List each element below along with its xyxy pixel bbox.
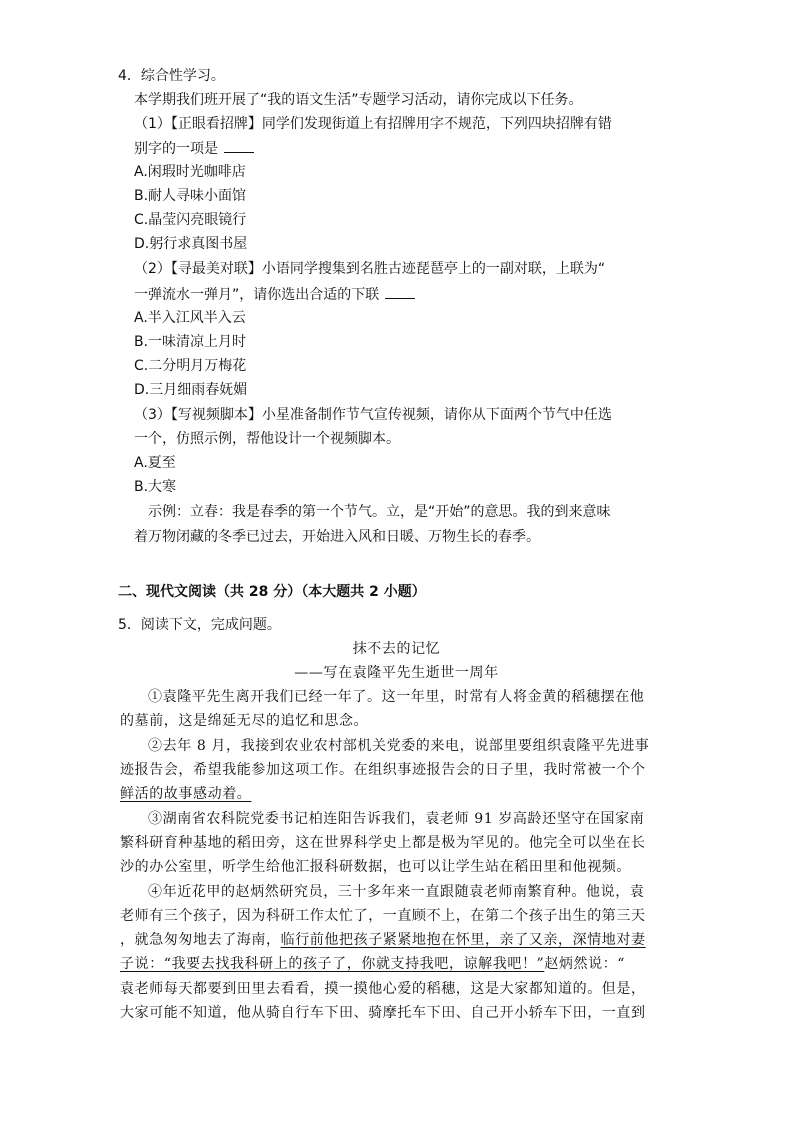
para4-line3 bbox=[120, 930, 646, 950]
q4-part2-line2-text: 一弹流水一弹月”，请你选出合适的下联 bbox=[134, 287, 380, 303]
q4-part3-option-b: B.大寒 bbox=[134, 479, 177, 495]
article-subtitle: ——写在袁隆平先生逝世一周年 bbox=[294, 665, 499, 681]
q4-part1-option-d: D.躬行求真图书屋 bbox=[134, 236, 248, 252]
q4-part3-line1: （3）【写视频脚本】小星准备制作节气宣传视频，请你从下面两个节气中任选 bbox=[134, 407, 612, 423]
para2-line2: 迹报告会，希望我能参加这项工作。在组织事迹报告会的日子里，我时常被一个个 bbox=[120, 762, 646, 778]
article-title: 抹不去的记忆 bbox=[352, 641, 441, 657]
q4-example-line2: 着万物闭藏的冬季已过去，开始进入风和日暖、万物生长的春季。 bbox=[134, 529, 540, 545]
para3-line1: ③湖南省农科院党委书记柏连阳告诉我们，袁老师 91 岁高龄还坚守在国家南 bbox=[148, 811, 645, 827]
para2-line1: ②去年 8 月，我接到农业农村部机关党委的来电，说部里要组织袁隆平先进事 bbox=[148, 738, 650, 754]
q4-part1-line2 bbox=[134, 138, 254, 159]
q4-part1-option-a: A.闲瑕时光咖啡店 bbox=[134, 164, 246, 180]
q4-part3-option-a: A.夏至 bbox=[134, 455, 176, 471]
q4-intro: 本学期我们班开展了“我的语文生活”专题学习活动，请你完成以下任务。 bbox=[134, 92, 583, 108]
para2-line3: 鲜活的故事感动着。 bbox=[120, 786, 252, 802]
q4-part2-line2 bbox=[134, 284, 415, 305]
q5-heading: 5．阅读下文，完成问题。 bbox=[118, 617, 281, 633]
para4-line6: 大家可能不知道，他从骑自行车下田、骑摩托车下田、自己开小轿车下田，一直到 bbox=[120, 1005, 646, 1021]
q4-part1-option-c: C.晶莹闪亮眼镜行 bbox=[134, 212, 247, 228]
q4-part2-option-a: A.半入江风半入云 bbox=[134, 310, 246, 326]
q4-heading: 4．综合性学习。 bbox=[118, 68, 225, 84]
q4-part2-option-c: C.二分明月万梅花 bbox=[134, 358, 247, 374]
answer-blank bbox=[385, 284, 415, 299]
q4-part1-option-b: B.耐人寻味小面馆 bbox=[134, 188, 247, 204]
para4-line3-plain: ，就急匆匆地去了海南， bbox=[120, 932, 281, 948]
q4-part2-line1: （2）【寻最美对联】小语同学搜集到名胜古迹琵琶亭上的一副对联，上联为“ bbox=[134, 261, 606, 277]
para1-line2: 的墓前，这是绵延无尽的追忆和思念。 bbox=[120, 713, 369, 729]
section-title: 二、现代文阅读（共 28 分）（本大题共 2 小题） bbox=[118, 584, 426, 600]
para4-line2: 老师有三个孩子，因为科研工作太忙了，一直顾不上，在第二个孩子出生的第三天 bbox=[120, 908, 646, 924]
q4-part3-line2: 一个，仿照示例，帮他设计一个视频脚本。 bbox=[134, 431, 400, 447]
para4-line1: ④年近花甲的赵炳然研究员，三十多年来一直跟随袁老师南繁育种。他说，袁 bbox=[148, 884, 645, 900]
q4-part1-line1: （1）【正眼看招牌】同学们发现街道上有招牌用字不规范，下列四块招牌有错 bbox=[134, 116, 612, 132]
para1-line1: ①袁隆平先生离开我们已经一年了。这一年里，时常有人将金黄的稻穗摆在他 bbox=[148, 689, 645, 705]
answer-blank bbox=[224, 138, 254, 153]
para3-line3: 沙的办公室里，听学生给他汇报科研数据，也可以让学生站在稻田里和他视频。 bbox=[120, 859, 631, 875]
q4-part2-option-b: B.一味清凉上月时 bbox=[134, 334, 247, 350]
q4-part2-option-d: D.三月细雨春妩媚 bbox=[134, 382, 248, 398]
para4-underlined-sentence-part2: 子说：“我要去找我科研上的孩子了，你就支持我吧，谅解我吧！” bbox=[120, 956, 545, 972]
para3-line2: 繁科研育种基地的稻田旁，这在世界科学史上都是极为罕见的。他完全可以坐在长 bbox=[120, 835, 646, 851]
para4-line4 bbox=[120, 954, 625, 974]
para4-line5: 袁老师每天都要到田里去看看，摸一摸他心爱的稻穗，这是大家都知道的。但是， bbox=[120, 981, 646, 997]
para4-underlined-sentence-part1: 临行前他把孩子紧紧地抱在怀里，亲了又亲，深情地对妻 bbox=[280, 932, 646, 948]
para4-line4-plain: 赵炳然说：“ bbox=[544, 956, 626, 972]
q4-example-line1: 示例：立春：我是春季的第一个节气。立，是“开始”的意思。我的到来意味 bbox=[148, 504, 611, 520]
q4-part1-line2-text: 别字的一项是 bbox=[134, 141, 218, 157]
